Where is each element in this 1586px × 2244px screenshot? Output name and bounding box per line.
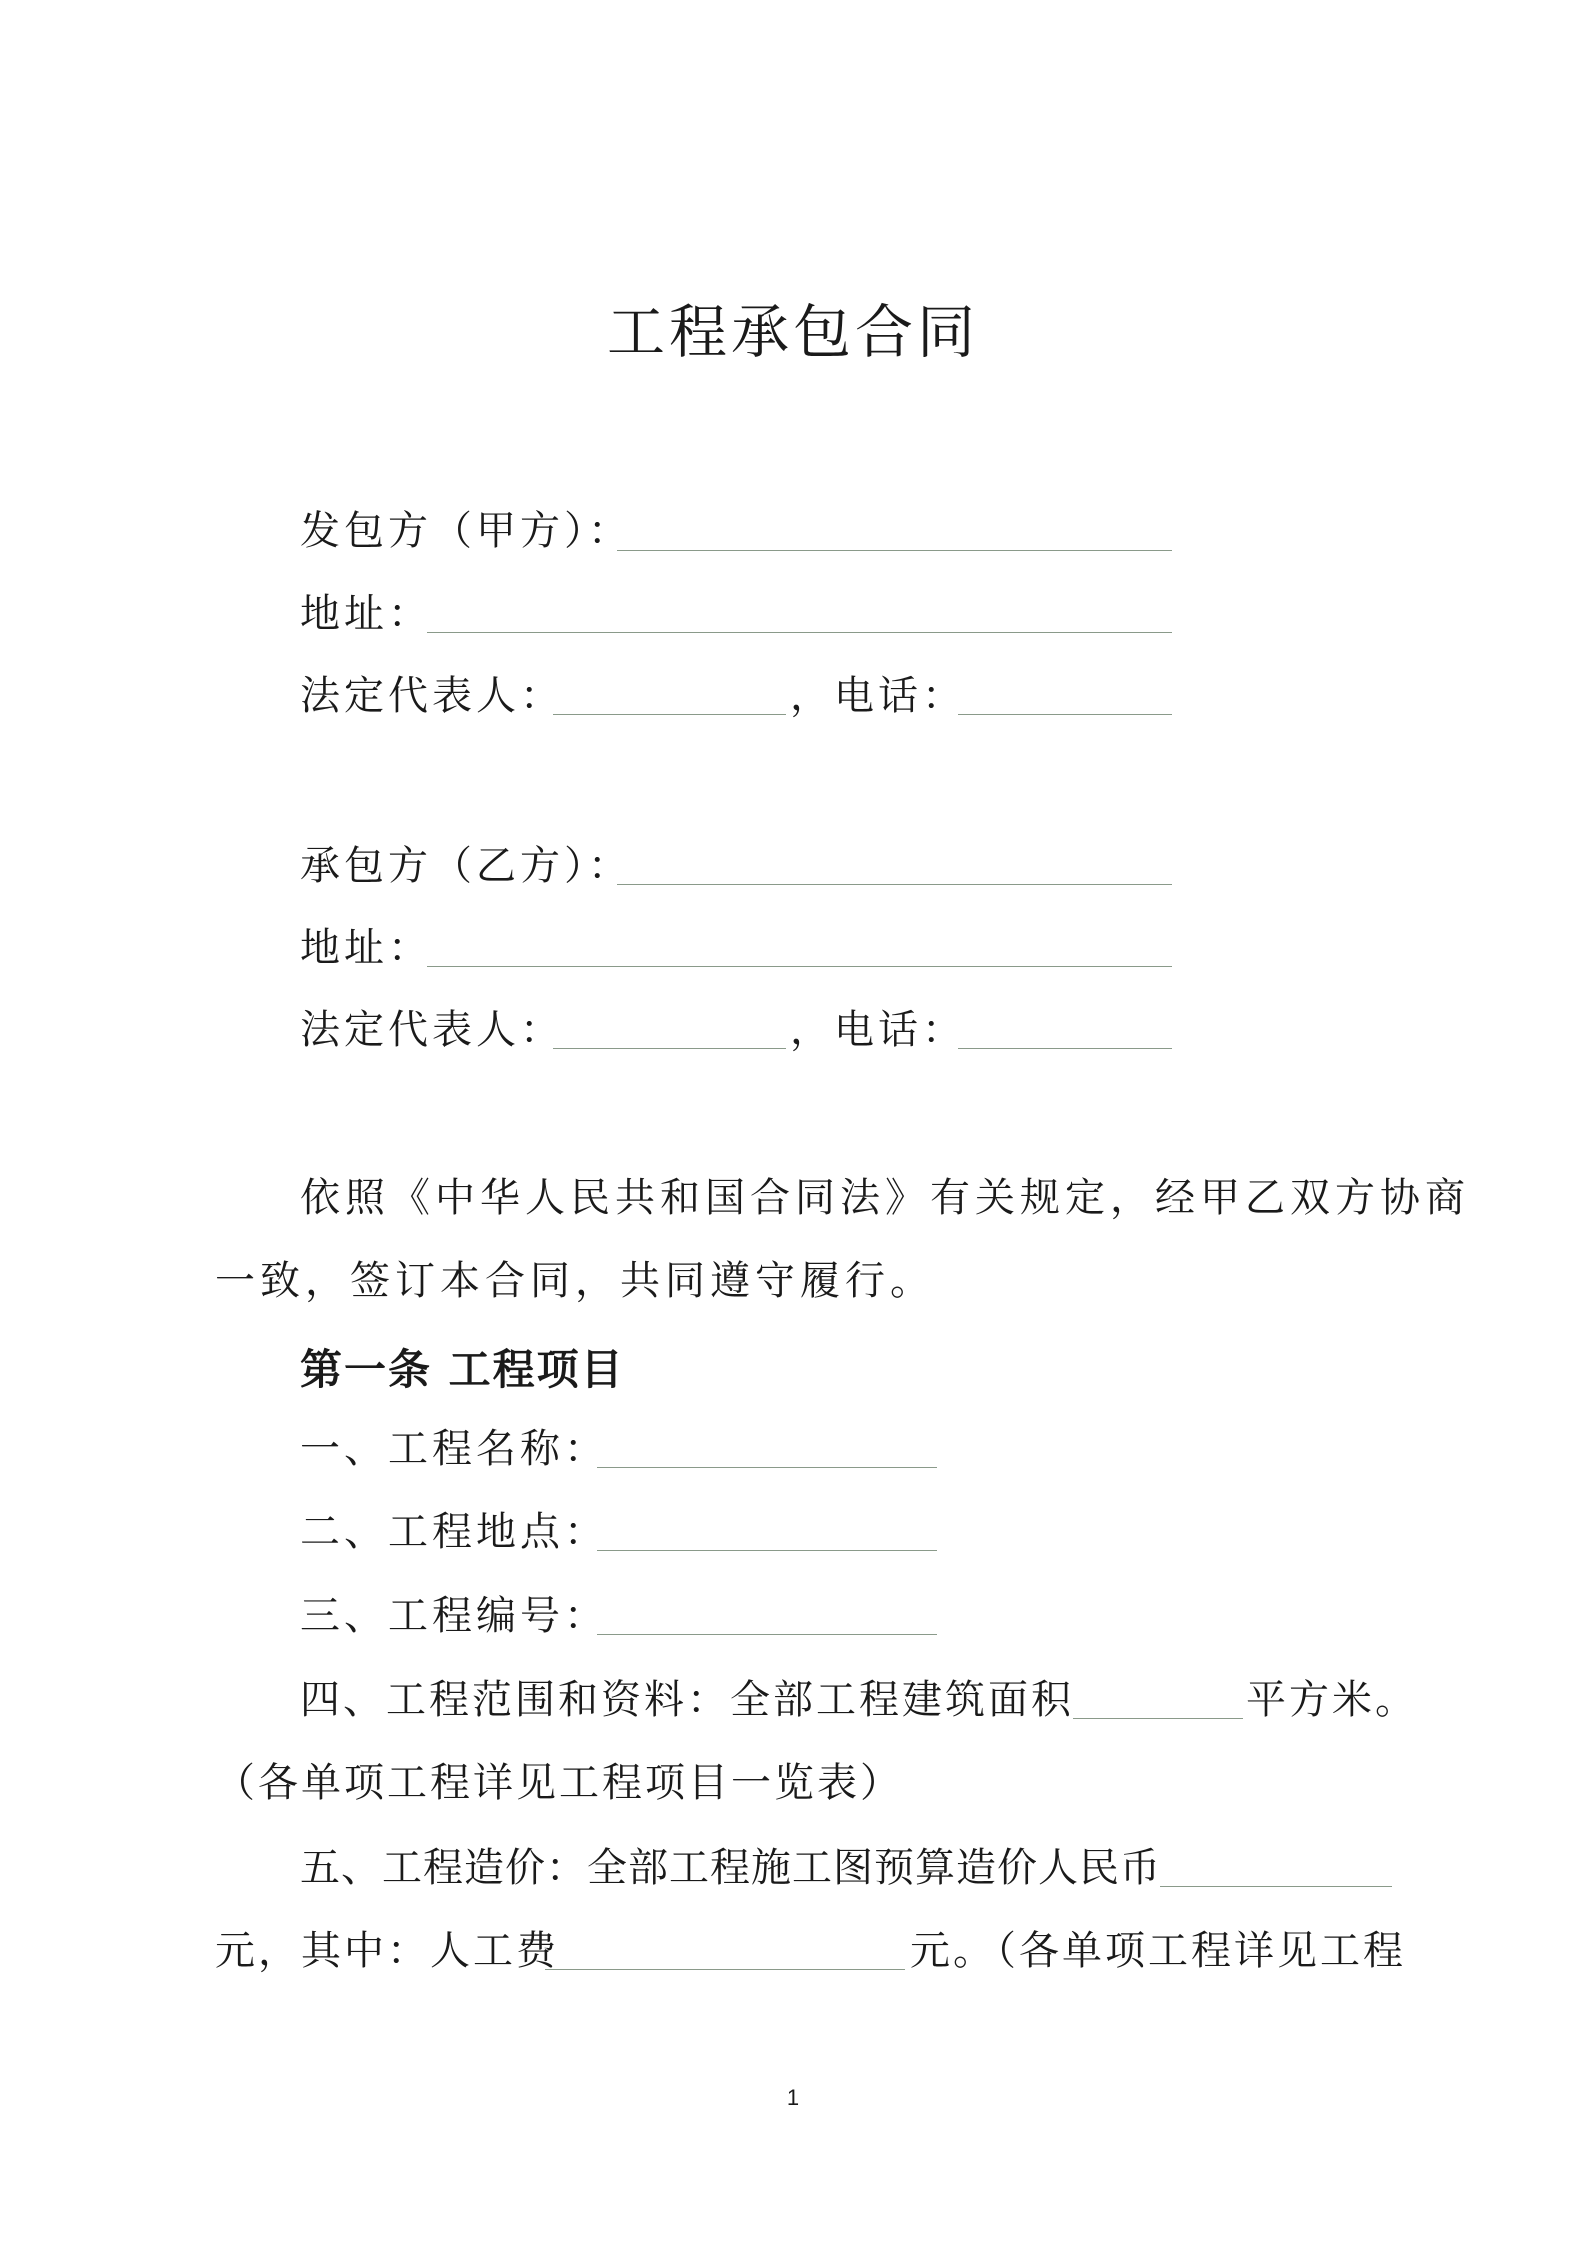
intro-line-2: 一致，签订本合同，共同遵守履行。: [215, 1258, 935, 1304]
party-a-address-label: 地址：: [300, 591, 432, 637]
party-a-address-blank[interactable]: [427, 632, 1172, 633]
party-b-address-blank[interactable]: [427, 966, 1172, 967]
party-a-phone-label: ，电话：: [790, 673, 966, 719]
party-b-phone-label: ，电话：: [790, 1007, 966, 1053]
party-b-phone-blank[interactable]: [958, 1048, 1172, 1049]
project-scope-label: 四、工程范围和资料：全部工程建筑面积: [300, 1677, 1074, 1723]
labor-cost-suffix: 元。（各单项工程详见工程: [910, 1928, 1406, 1974]
project-location-label: 二、工程地点：: [300, 1509, 608, 1555]
party-b-blank[interactable]: [617, 884, 1172, 885]
project-cost-blank[interactable]: [1160, 1886, 1392, 1887]
project-location-blank[interactable]: [597, 1550, 937, 1551]
building-area-blank[interactable]: [1073, 1718, 1243, 1719]
labor-cost-blank[interactable]: [545, 1969, 905, 1970]
party-a-rep-blank[interactable]: [553, 714, 786, 715]
page-number: 1: [786, 2085, 800, 2110]
project-scope-note: （各单项工程详见工程项目一览表）: [215, 1760, 903, 1806]
project-number-label: 三、工程编号：: [300, 1593, 608, 1639]
party-a-blank[interactable]: [617, 550, 1172, 551]
document-title: 工程承包合同: [606, 298, 979, 366]
project-name-label: 一、工程名称：: [300, 1426, 608, 1472]
party-a-phone-blank[interactable]: [958, 714, 1172, 715]
article-1-heading: 第一条 工程项目: [300, 1345, 625, 1394]
party-b-rep-blank[interactable]: [553, 1048, 786, 1049]
party-a-rep-label: 法定代表人：: [300, 673, 564, 719]
party-b-rep-label: 法定代表人：: [300, 1007, 564, 1053]
project-name-blank[interactable]: [597, 1467, 937, 1468]
project-number-blank[interactable]: [597, 1634, 937, 1635]
party-b-label: 承包方（乙方）：: [300, 843, 632, 889]
labor-cost-label: 元，其中：人工费: [215, 1928, 559, 1974]
intro-line-1: 依照《中华人民共和国合同法》有关规定，经甲乙双方协商: [300, 1175, 1470, 1221]
party-a-label: 发包方（甲方）：: [300, 508, 632, 554]
party-b-address-label: 地址：: [300, 925, 432, 971]
project-cost-label: 五、工程造价：全部工程施工图预算造价人民币: [300, 1845, 1161, 1891]
area-unit-label: 平方米。: [1246, 1677, 1418, 1723]
